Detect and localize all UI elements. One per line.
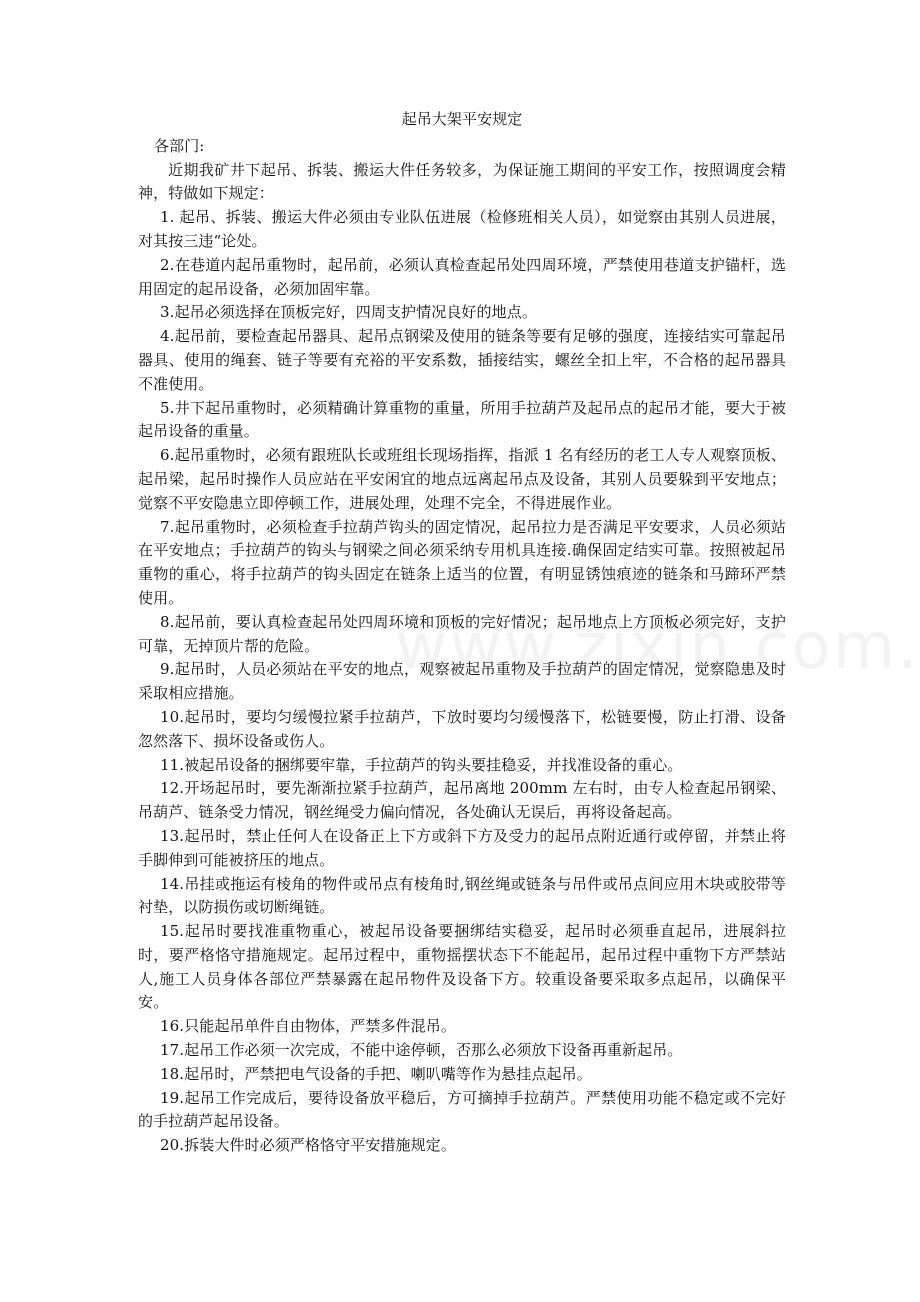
rule-item: 8.起吊前，要认真检查起吊处四周环境和顶板的完好情况；起吊地点上方顶板必须完好，支护可靠，无掉顶片帮的危险。 — [138, 612, 786, 655]
rule-item: 15.起吊时要找准重物重心，被起吊设备要捆绑结实稳妥，起吊时必须垂直起吊，进展斜拉时，要严格恪守措施规定。起吊过程中，重物摇摆状态下不能起吊，起吊过程中重物下方严禁站人,施工人员身体各部位严禁暴露在起吊物件及设备下方。较重设备要采取多点起吊，以确保平安。 — [138, 922, 786, 1012]
rule-item: 17.起吊工作必须一次完成，不能中途停顿，否那么必须放下设备再重新起吊。 — [160, 1041, 683, 1060]
rule-item: 10.起吊时，要均匀缓慢拉紧手拉葫芦，下放时要均匀缓慢落下，松链要慢，防止打滑、设备忽然落下、损坏设备或伤人。 — [138, 707, 786, 750]
rule-item: 1. 起吊、拆装、搬运大件必须由专业队伍进展（检修班相关人员），如觉察由其别人员进展，对其按三违“论处。 — [138, 208, 786, 250]
rule-item: 13.起吊时，禁止任何人在设备正上下方或斜下方及受力的起吊点附近通行或停留，并禁止将手脚伸到可能被挤压的地点。 — [138, 826, 786, 869]
rule-item: 20.拆装大件时必须严格恪守平安措施规定。 — [160, 1136, 456, 1155]
document-body — [138, 108, 786, 1158]
intro-paragraph: 近期我矿井下起吊、拆装、搬运大件任务较多，为保证施工期间的平安工作，按照调度会精神，特做如下规定： — [138, 160, 786, 203]
greeting: 各部门: — [154, 136, 205, 155]
rule-item: 19.起吊工作完成后，要待设备放平稳后，方可摘掉手拉葫芦。严禁使用功能不稳定或不完好的手拉葫芦起吊设备。 — [138, 1088, 786, 1131]
rule-item: 6.起吊重物时，必须有跟班队长或班组长现场指挥，指派 1 名有经历的老工人专人观察顶板、起吊梁，起吊时操作人员应站在平安闲宜的地点远离起吊点及设备，其别人员要躲到平安地点；觉察不平安隐患立即停顿工作，进展处理，处理不完全，不得进展作业。 — [138, 446, 786, 512]
rule-item: 2.在巷道内起吊重物时，起吊前，必须认真检查起吊处四周环境，严禁使用巷道支护锚杆，选用固定的起吊设备，必须加固牢靠。 — [138, 255, 786, 298]
rule-item: 14.吊挂或拖运有棱角的物件或吊点有棱角时,钢丝绳或链条与吊件或吊点间应用木块或胶带等衬垫，以防损伤或切断绳链。 — [138, 874, 786, 917]
rule-item: 11.被起吊设备的捆绑要牢靠，手拉葫芦的钩头要挂稳妥，并找准设备的重心。 — [160, 755, 683, 774]
rule-item: 3.起吊必须选择在顶板完好，四周支护情况良好的地点。 — [160, 303, 537, 322]
rule-item: 9.起吊时，人员必须站在平安的地点，观察被起吊重物及手拉葫芦的固定情况，觉察隐患及时采取相应措施。 — [138, 660, 786, 703]
rule-item: 4.起吊前，要检查起吊器具、起吊点钢梁及使用的链条等要有足够的强度，连接结实可靠起吊器具、使用的绳套、链子等要有充裕的平安系数，插接结实，螺丝全扣上牢，不合格的起吊器具不准使用。 — [138, 327, 786, 393]
rule-item: 16.只能起吊单件自由物体，严禁多件混吊。 — [160, 1017, 456, 1036]
rule-item: 18.起吊时，严禁把电气设备的手把、喇叭嘴等作为悬挂点起吊。 — [160, 1064, 592, 1083]
rule-item: 5.井下起吊重物时，必须精确计算重物的重量，所用手拉葫芦及起吊点的起吊才能，要大于被起吊设备的重量。 — [138, 398, 786, 441]
rule-item: 7.起吊重物时，必须检查手拉葫芦钩头的固定情况，起吊拉力是否满足平安要求，人员必须站在平安地点；手拉葫芦的钩头与钢梁之间必须采纳专用机具连接.确保固定结实可靠。按照被起吊重物的重心，将手拉葫芦的钩头固定在链条上适当的位置，有明显锈蚀痕迹的链条和马蹄环严禁使用。 — [138, 517, 786, 607]
document-title: 起吊大架平安规定 — [401, 110, 523, 128]
rule-item: 12.开场起吊时，要先渐渐拉紧手拉葫芦，起吊离地 200mm 左右时，由专人检查起吊钢梁、吊葫芦、链条受力情况，钢丝绳受力偏向情况，各处确认无误后，再将设备起高。 — [138, 779, 786, 822]
